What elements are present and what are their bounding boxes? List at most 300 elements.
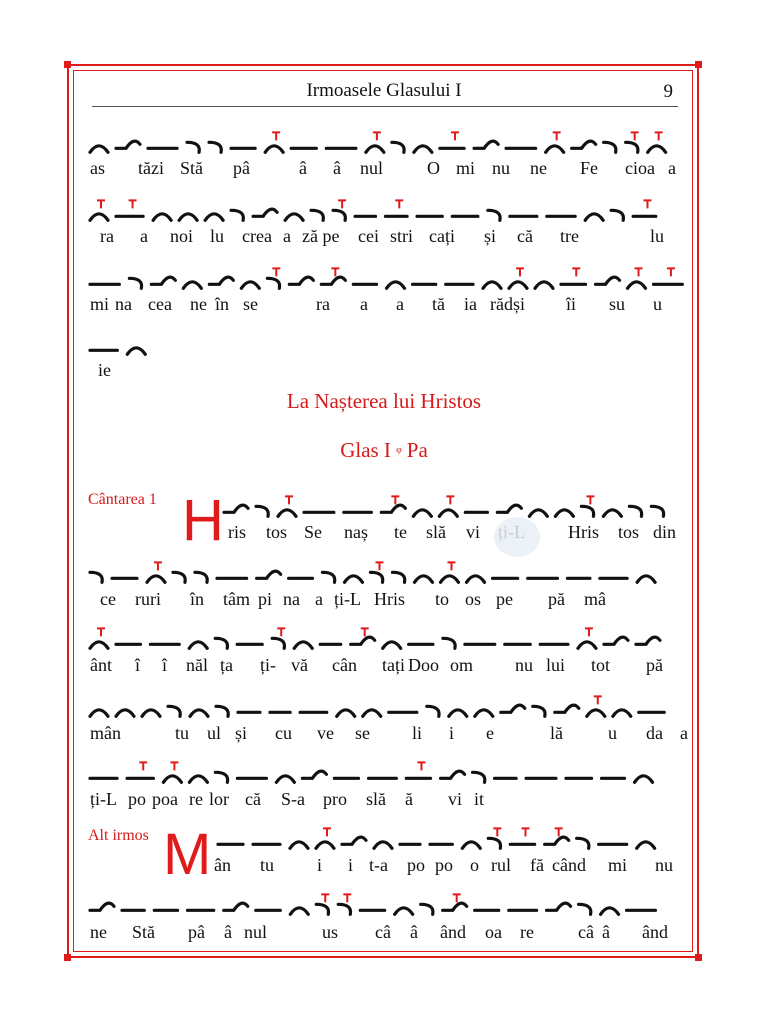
neume-glyph [205,214,223,221]
lyrics-line [90,360,682,384]
syllable: lu [650,226,665,246]
neume-glyph [90,903,114,910]
neume-glyph [383,642,401,649]
neume-glyph [545,837,569,844]
syllable: cați [429,226,455,246]
syllable: re [189,789,203,809]
neume-glyph [333,210,345,220]
syllable: ți- [260,655,276,675]
syllable: i [449,723,455,743]
neume-glyph [195,572,207,582]
neume-glyph [381,505,405,512]
neume-glyph [497,505,521,512]
red-mark [343,894,351,902]
syllable: se [243,294,258,314]
neume-glyph [414,146,432,153]
neume-glyph [648,146,666,153]
neume-glyph [440,576,458,583]
syllable: mân [90,723,121,743]
syllable: ve [317,723,334,743]
syllable: îi [566,294,577,314]
red-mark [667,268,675,276]
neume-glyph [581,506,593,516]
neume-line [88,756,680,792]
neume-line [88,194,680,230]
neume-glyph [294,642,312,649]
syllable: pi [258,589,273,609]
neume-glyph [604,637,628,644]
syllable: lor [209,789,229,809]
syllable: o [430,655,439,675]
neume-line [88,690,680,726]
syllable: vă [291,655,308,675]
red-mark [572,268,580,276]
neume-glyph [529,510,547,517]
neume-glyph [462,842,480,849]
glas-heading [0,438,768,463]
neume-glyph [626,142,638,152]
syllable: nul [360,158,384,178]
syllable: ris [228,522,246,542]
neume-line [88,622,680,658]
glas-suffix: Pa [406,438,428,462]
neume-line [216,822,680,858]
syllable: crea [242,226,272,246]
red-mark [373,132,381,140]
syllable: Hris [374,589,405,609]
red-mark [97,200,105,208]
syllable: stri [390,226,414,246]
syllable: tre [560,226,579,246]
syllable: cioa [625,158,655,178]
syllable: t-a [369,855,388,875]
neume-glyph [344,576,362,583]
neume-glyph [289,277,313,284]
neume-glyph [421,904,433,914]
neume-glyph [231,210,243,220]
neume-glyph [637,576,655,583]
neume-glyph [613,710,631,717]
red-mark [643,200,651,208]
neume-glyph [374,842,392,849]
syllable: ză pe [302,226,340,246]
syllable: ând [440,922,466,942]
neume-glyph [483,282,501,289]
syllable: Se [304,522,322,542]
syllable: ânt [90,655,112,675]
syllable: cân [332,655,357,675]
syllable: â [333,158,341,178]
syllable: a [396,294,404,314]
red-mark [154,562,162,570]
red-mark [594,696,602,704]
syllable: pro [323,789,347,809]
syllable: po [435,855,453,875]
syllable: câ [375,922,391,942]
neume-glyph [547,903,571,910]
syllable: oa [485,922,502,942]
neume-glyph [90,572,102,582]
syllable: vi [448,789,463,809]
neume-glyph [215,772,227,782]
frame-corner [695,954,702,961]
neume-glyph [579,904,591,914]
syllable: când [552,855,586,875]
neume-glyph [311,210,323,220]
syllable: lu [210,226,225,246]
syllable: na [283,589,300,609]
drop-cap-h: H [182,488,224,553]
neume-glyph [475,710,493,717]
neume-glyph [189,776,207,783]
neume-glyph [278,510,296,517]
syllable: tu [175,723,190,743]
syllable: a [140,226,148,246]
overlay-mark [494,517,540,557]
lyrics-line [90,158,682,182]
syllable: ți-L [90,789,117,809]
neume-glyph [256,506,268,516]
neume-glyph [555,705,579,712]
syllable: ne [190,294,207,314]
syllable: poa [152,789,178,809]
syllable: tă [432,294,445,314]
neume-glyph [142,710,160,717]
red-mark [321,894,329,902]
syllable: ți-L [334,589,361,609]
syllable: â [410,922,418,942]
syllable: Stă [180,158,204,178]
neume-glyph [90,146,108,153]
red-mark [631,132,639,140]
red-mark [338,200,346,208]
neume-glyph [187,142,199,152]
syllable: â [602,922,610,942]
lyrics-line [90,294,682,318]
lyrics-line [90,723,688,747]
syllable: re [520,922,534,942]
syllable: tos [618,522,640,542]
syllable: se [355,723,370,743]
neume-glyph [272,638,284,648]
red-mark [586,496,594,504]
neume-glyph [338,904,350,914]
neume-glyph [441,771,465,778]
red-mark [331,268,339,276]
syllable: lui [546,655,566,675]
neume-glyph [224,505,248,512]
syllable: tați [382,655,405,675]
neume-glyph [257,571,281,578]
syllable: e [486,723,494,743]
red-mark [285,496,293,504]
syllable: slă [426,522,446,542]
syllable: pe [496,589,513,609]
syllable: cu [275,723,292,743]
red-mark [585,628,593,636]
syllable: că [245,789,261,809]
cantarea-label: Cântarea 1 [88,491,157,508]
neume-glyph [168,706,180,716]
syllable: ra [316,294,330,314]
syllable: în [215,294,230,314]
neume-glyph [183,282,201,289]
red-mark [655,132,663,140]
syllable: ie [98,360,111,380]
syllable: mi [608,855,628,875]
neume-glyph [577,838,589,848]
syllable: tu [260,855,275,875]
neume-line [88,888,680,924]
red-mark [493,828,501,836]
neume-glyph [635,776,653,783]
syllable: â [224,922,232,942]
syllable: mi [90,294,110,314]
syllable: ța [220,655,233,675]
syllable: us [322,922,339,942]
neume-glyph [533,706,545,716]
syllable: nu [492,158,510,178]
syllable: ă [405,789,413,809]
red-mark [395,200,403,208]
syllable: câ [578,922,594,942]
neume-glyph [342,837,366,844]
syllable: că [517,226,533,246]
neume-glyph [363,710,381,717]
neume-glyph [147,576,165,583]
neume-glyph [316,904,328,914]
syllable: pă [646,655,663,675]
neume-glyph [578,642,596,649]
syllable: as [90,158,105,178]
red-mark [516,268,524,276]
syllable: pâ [233,158,250,178]
neume-glyph [636,637,660,644]
syllable: to [435,589,450,609]
neume-glyph [392,572,404,582]
neume-glyph [179,214,197,221]
syllable: din [653,522,677,542]
syllable: cei [358,226,379,246]
syllable: Stă [132,922,156,942]
neume-glyph [443,638,455,648]
syllable: nu [655,855,673,875]
neume-glyph [427,706,439,716]
neume-line [88,126,680,162]
lyrics-line [90,855,682,879]
neume-glyph [596,277,620,284]
syllable: a [315,589,323,609]
neume-glyph [224,903,248,910]
neume-glyph [215,638,227,648]
neume-glyph [173,572,185,582]
alt-irmos-label: Alt irmos [88,827,149,844]
neume-glyph [290,842,308,849]
red-mark [97,628,105,636]
syllable: su [609,294,626,314]
neume-glyph [90,642,108,649]
neume-glyph [321,277,345,284]
neume-glyph [209,142,221,152]
neume-glyph [253,209,277,216]
neume-glyph [392,142,404,152]
neume-glyph [414,576,432,583]
syllable: tâm [223,589,250,609]
neume-line [222,490,680,526]
neume-line [88,328,148,364]
syllable: it [474,789,485,809]
neume-glyph [189,642,207,649]
frame-corner [64,954,71,961]
syllable: tos [266,522,288,542]
syllable: a [283,226,291,246]
neume-glyph [587,710,605,717]
syllable: ân [214,855,231,875]
syllable: vi [466,522,481,542]
red-mark [139,762,147,770]
neume-glyph [90,710,108,717]
syllable: mi [456,158,476,178]
neume-glyph [163,776,181,783]
red-mark [417,762,425,770]
neume-glyph [604,142,616,152]
neume-glyph [366,146,384,153]
red-mark [453,894,461,902]
neume-glyph [370,572,382,582]
neume-glyph [290,908,308,915]
red-mark [553,132,561,140]
neume-glyph [535,282,553,289]
lyrics-line [90,922,682,946]
syllable: și [235,723,248,743]
neume-glyph [601,908,619,915]
neume-glyph [651,506,663,516]
lyrics-line [90,226,682,250]
syllable: u [653,294,662,314]
syllable: i [348,855,354,875]
red-mark [391,496,399,504]
syllable: lă [550,723,563,743]
glas-ison-icon: ᵩ [396,438,402,455]
neume-glyph [466,576,484,583]
neume-glyph [209,277,233,284]
neume-glyph [90,214,108,221]
syllable: î [135,655,141,675]
lyrics-line [90,655,682,679]
syllable: slă [366,789,386,809]
red-mark [451,132,459,140]
syllable: nul [244,922,268,942]
syllable: a [668,158,676,178]
syllable: om [450,655,474,675]
neume-glyph [276,776,294,783]
neume-glyph [611,210,623,220]
syllable: tăzi [138,158,164,178]
syllable: te [394,522,407,542]
red-mark [361,628,369,636]
neume-glyph [572,141,596,148]
syllable: naș [344,522,368,542]
neume-glyph [285,214,303,221]
syllable: ul [207,723,222,743]
red-mark [272,132,280,140]
neume-glyph [473,772,485,782]
neume-glyph [439,510,457,517]
neume-glyph [267,278,279,288]
syllable: în [190,589,205,609]
neume-line [88,262,680,298]
neume-glyph [443,903,467,910]
red-mark [323,828,331,836]
neume-glyph [449,710,467,717]
neume-glyph [241,282,259,289]
red-mark [555,828,563,836]
neume-glyph [509,282,527,289]
lyrics-line [90,589,682,613]
syllable: a [680,723,688,743]
syllable: î [162,655,168,675]
syllable: ia [464,294,477,314]
syllable: u [608,723,617,743]
syllable: năl [186,655,208,675]
neume-glyph [637,842,655,849]
neume-glyph [387,282,405,289]
syllable: o [470,855,479,875]
red-mark [447,562,455,570]
neume-glyph [316,842,334,849]
neume-glyph [153,214,171,221]
syllable: ra [100,226,114,246]
neume-glyph [546,146,564,153]
neume-glyph [395,908,413,915]
syllable: cea [148,294,172,314]
neume-glyph [302,771,326,778]
lyrics-line [90,522,682,546]
neume-glyph [501,705,525,712]
syllable: os [465,589,482,609]
neume-glyph [116,710,134,717]
red-mark [375,562,383,570]
neume-glyph [603,510,621,517]
syllable: tot [591,655,611,675]
neume-glyph [190,710,208,717]
syllable: â [299,158,307,178]
syllable: mâ [584,589,606,609]
syllable: pă [548,589,565,609]
neume-glyph [555,510,573,517]
syllable: i [317,855,323,875]
red-mark [635,268,643,276]
syllable: Do [408,655,430,675]
syllable: noi [170,226,194,246]
syllable: li [412,723,423,743]
red-mark [129,200,137,208]
syllable: Fe [580,158,598,178]
syllable: po [128,789,146,809]
neume-glyph [127,348,145,355]
neume-glyph [474,141,498,148]
neume-glyph [265,146,283,153]
neume-glyph [488,210,500,220]
neume-glyph [629,506,641,516]
neume-glyph [116,141,140,148]
neume-glyph [585,214,603,221]
page-number: 9 [663,81,673,102]
frame-corner [695,61,702,68]
syllable: na [115,294,132,314]
syllable: ne [530,158,547,178]
red-mark [277,628,285,636]
